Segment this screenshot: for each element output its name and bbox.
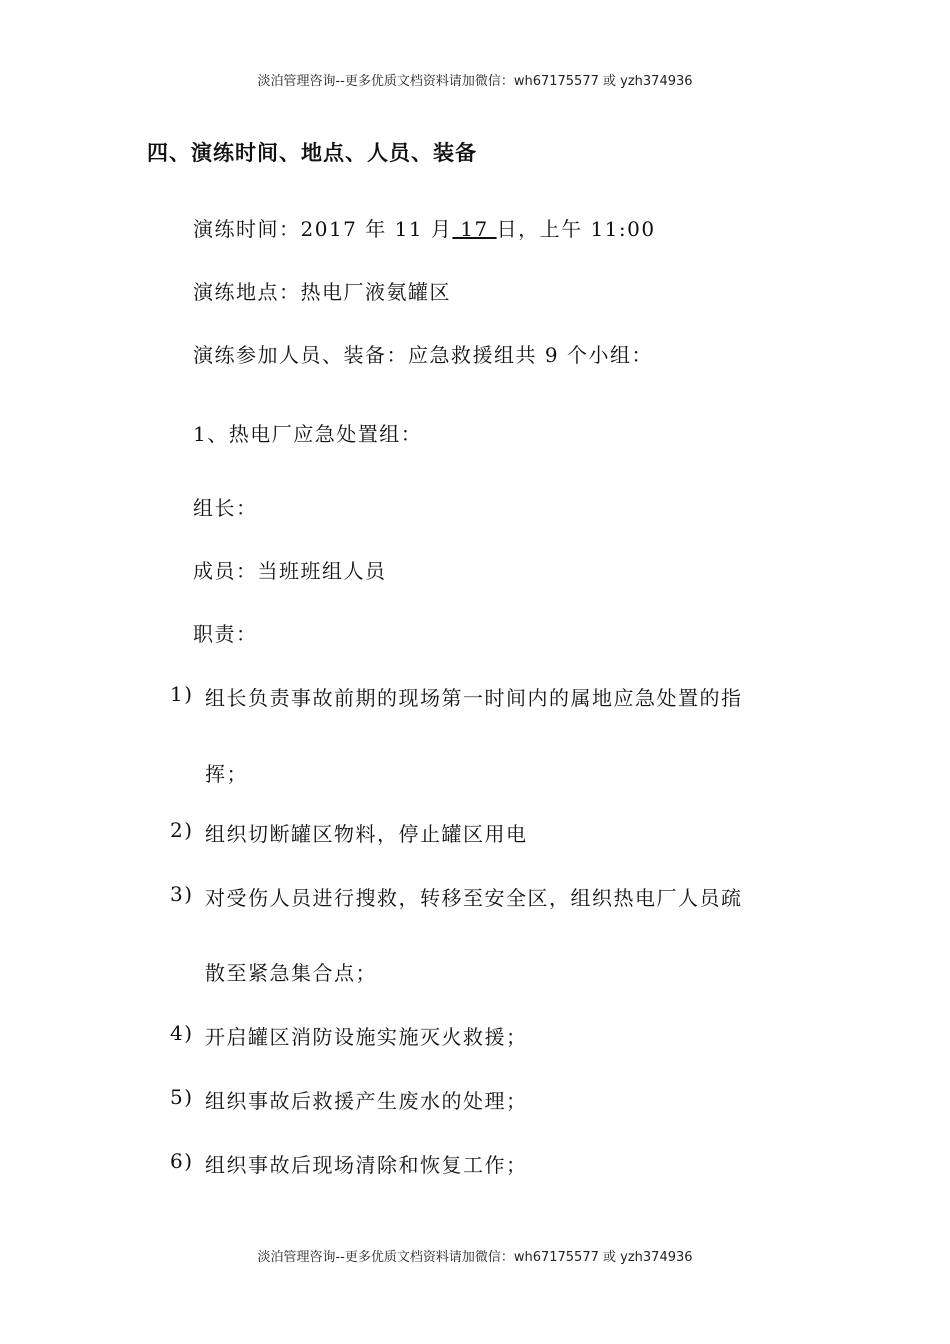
duty-4-number: 4) (170, 1021, 194, 1045)
duty-3-line-2: 散至紧急集合点； (205, 961, 377, 985)
page-footer: 淡泊管理咨询--更多优质文档资料请加微信：wh67175577 或 yzh374936 (257, 1250, 693, 1265)
duty-6-text: 组织事故后现场清除和恢复工作； (205, 1153, 528, 1177)
section-heading: 四、演练时间、地点、人员、装备 (147, 141, 477, 165)
group-members: 成员：当班班组人员 (193, 559, 387, 583)
duty-6-number: 6) (170, 1149, 194, 1173)
duty-1-line-1: 组长负责事故前期的现场第一时间内的属地应急处置的指 (205, 686, 743, 710)
drill-location: 演练地点：热电厂液氨罐区 (193, 280, 451, 304)
duties-label: 职责： (193, 622, 258, 646)
duty-1-line-2: 挥； (205, 762, 248, 786)
duty-5-number: 5) (170, 1085, 194, 1109)
group-leader: 组长： (193, 496, 258, 520)
duty-3-line-1: 对受伤人员进行搜救，转移至安全区，组织热电厂人员疏 (205, 886, 743, 910)
drill-time-rest: 日，上午 11:00 (496, 217, 656, 241)
group1-title: 1、热电厂应急处置组： (193, 422, 423, 446)
drill-time-label: 演练时间：2017 年 11 月 (193, 217, 453, 241)
duty-1-number: 1) (170, 682, 194, 706)
duty-2-number: 2) (170, 818, 194, 842)
page-header: 淡泊管理咨询--更多优质文档资料请加微信：wh67175577 或 yzh374936 (257, 74, 693, 89)
duty-4-text: 开启罐区消防设施实施灭火救援； (205, 1025, 528, 1049)
duty-5-text: 组织事故后救援产生废水的处理； (205, 1089, 528, 1113)
drill-time (193, 213, 656, 242)
drill-time-day: 17 (452, 217, 497, 241)
duty-2-text: 组织切断罐区物料，停止罐区用电 (205, 822, 528, 846)
drill-personnel: 演练参加人员、装备：应急救援组共 9 个小组： (193, 343, 653, 367)
duty-3-number: 3) (170, 882, 194, 906)
